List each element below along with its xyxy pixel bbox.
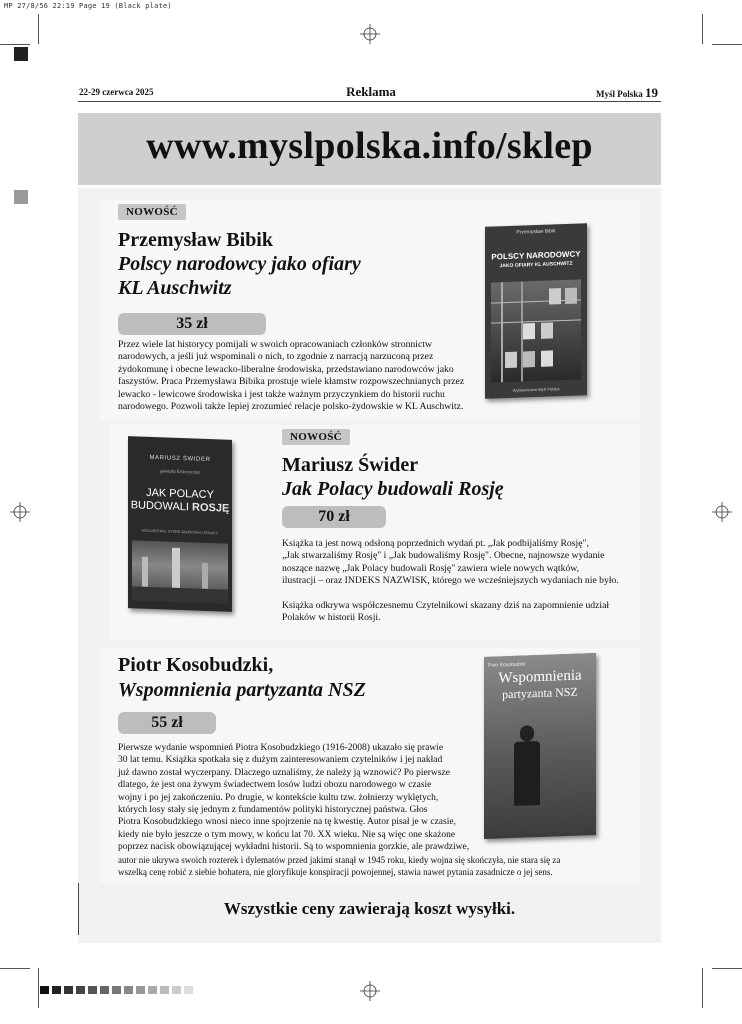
description-line: ilustracji – oraz INDEKS NAZWISK, którego we wcześniejszych wydaniach nie było. bbox=[282, 575, 619, 587]
cover-author: MARIUSZ ŚWIDER bbox=[149, 454, 211, 464]
calibration-swatch bbox=[52, 986, 61, 994]
book-author: Piotr Kosobudzki, bbox=[118, 654, 274, 676]
description-line: których losy stały się jednym z fundamentów polityki historycznej państwa. Głos bbox=[118, 805, 428, 816]
calibration-swatch bbox=[64, 986, 73, 994]
calibration-swatch bbox=[184, 986, 193, 994]
book-price: 70 zł bbox=[282, 506, 386, 528]
cover-portrait bbox=[512, 725, 542, 826]
trim-line-bottom-right-v bbox=[702, 968, 703, 1008]
book-description bbox=[282, 538, 642, 624]
calibration-swatch bbox=[160, 986, 169, 994]
description-line: autor nie ukrywa swoich rozterek i dylematów przed jakimi stanął w 1945 roku, kiedy wojna się skończyła, nie stara się za bbox=[118, 854, 561, 865]
new-badge: NOWOŚĆ bbox=[282, 429, 350, 445]
cover-title-line-2: partyzanta NSZ bbox=[502, 684, 578, 702]
description-line: Piotra Kosobudzkiego wnosi nieco inne spojrzenie na tę kwestię. Autor pisał je w czasie, bbox=[118, 817, 456, 828]
publication-name bbox=[596, 85, 658, 101]
description-line: Książka ta jest nową odsłoną poprzednich wydań pt. „Jak podbijaliśmy Rosję", bbox=[282, 538, 589, 549]
book-cover-kosobudzki[interactable] bbox=[484, 653, 596, 839]
description-line: Pierwsze wydanie wspomnień Piotra Kosobudzkiego (1916-2008) ukazało się prawie bbox=[118, 743, 444, 753]
book-cover-swider[interactable] bbox=[128, 436, 232, 612]
cover-title-line-2 bbox=[128, 499, 232, 515]
calibration-swatch bbox=[136, 986, 145, 994]
calibration-swatch bbox=[124, 986, 133, 994]
description-line: wszelką cenę robić z siebie bohatera, nie gloryfikuje konspiracji powojennej, stawia nawet pytania zasadnicze o jej sens. bbox=[118, 867, 553, 878]
cover-tagline: MOCARSTWO, KTÓRE ZBUDOWALI POLACY bbox=[141, 528, 219, 536]
issue-date: 22-29 czerwca 2025 bbox=[79, 87, 154, 97]
calibration-swatch bbox=[148, 986, 157, 994]
shop-url[interactable]: www.myslpolska.info/sklep bbox=[146, 125, 593, 167]
trim-line-top-left-h bbox=[0, 44, 30, 45]
cover-subtitle: gawęda historyczna bbox=[160, 469, 200, 476]
description-line: dlatego, że jest ona żywym świadectwem losów ludzi obozu narodowego w czasie bbox=[118, 780, 432, 791]
trim-line-bottom-left-v bbox=[38, 968, 39, 1008]
registration-mark-left bbox=[10, 502, 30, 522]
description-line: żydokomunę i obecne lewacko-liberalne środowiska, przedstawiano narodowców jako bbox=[118, 363, 454, 375]
book-title: Jak Polacy budowali Rosję bbox=[282, 478, 504, 500]
trim-line-bottom-left-h bbox=[0, 968, 30, 969]
crop-mark-top-left bbox=[14, 47, 28, 61]
description-line: narodowego. Pozwoli także lepiej zrozumieć relacje polsko-żydowskie w KL Auschwitz. bbox=[118, 401, 464, 413]
trim-line-top-right-h bbox=[712, 44, 742, 45]
book-description bbox=[118, 339, 518, 413]
cover-photo-fence bbox=[491, 279, 581, 382]
cover-title-accent: ROSJĘ bbox=[192, 501, 230, 515]
calibration-swatch bbox=[100, 986, 109, 994]
description-line: Przez wiele lat historycy pomijali w swoich opracowaniach członków stronnictw bbox=[118, 339, 432, 350]
page-number: 19 bbox=[645, 85, 658, 100]
cover-author: Przemysław Bibik bbox=[516, 228, 556, 236]
calibration-swatch bbox=[172, 986, 181, 994]
cover-title-word: BUDOWALI bbox=[130, 499, 193, 514]
description-line: „Jak stwarzaliśmy Rosję" i „Jak budowaliśmy Rosję". Obecne, najnowsze wydanie bbox=[282, 550, 605, 562]
description-line: poprzez nacisk obowiązującej wykładni historii. Są to wspomnienia gorzkie, ale prawdziwe, bbox=[118, 842, 470, 853]
description-line: wojny i po jej zakończeniu. Po drugie, w kontekście kultu tzw. żołnierzy wyklętych, bbox=[118, 792, 439, 803]
book-price: 55 zł bbox=[118, 712, 216, 734]
cover-title-line-1: POLSCY NARODOWCY bbox=[491, 249, 581, 262]
book-author: Przemysław Bibik bbox=[118, 229, 273, 251]
printer-slug: MP 27/8/56 22:19 Page 19 (Black plate) bbox=[4, 2, 172, 10]
crop-mark-left-gray bbox=[14, 190, 28, 204]
shipping-note: Wszystkie ceny zawierają koszt wysyłki. bbox=[223, 899, 516, 918]
description-line: 30 lat temu. Książka spotkała się z dużym zainteresowaniem czytelników i jej nakład bbox=[118, 755, 443, 766]
calibration-swatch bbox=[40, 986, 49, 994]
description-line: narodowych, a jeśli już wspominali o nich, to zgodnie z narracją narzuconą przez bbox=[118, 351, 434, 363]
book-title-line-1: Polscy narodowcy jako ofiary bbox=[118, 253, 361, 275]
description-line: lewacko - lewicowe środowiska i jest także ważnym przyczynkiem do historii ruchu bbox=[118, 388, 445, 400]
book-title-line-2: KL Auschwitz bbox=[118, 277, 232, 299]
cover-title-line-1: Wspomnienia bbox=[498, 667, 582, 687]
trim-line-bottom-right-h bbox=[712, 968, 742, 969]
description-line: noszące nazwę „Jak Polacy budowali Rosję" zawiera wiele nowych wątków, bbox=[282, 562, 580, 574]
registration-mark-right bbox=[712, 502, 732, 522]
registration-mark-top bbox=[360, 24, 380, 44]
trim-line-top-left-v bbox=[38, 14, 39, 44]
calibration-swatch bbox=[112, 986, 121, 994]
description-line: faszystów. Praca Przemysława Bibika prostuje wiele kłamstw rozpowszechnianych przez bbox=[118, 376, 465, 388]
description-line: Książka odkrywa współczesnemu Czytelnikowi skazany dziś na zapomnienie udział bbox=[282, 599, 610, 611]
cover-photo-kremlin bbox=[132, 540, 228, 603]
trim-line-top-right-v bbox=[702, 14, 703, 44]
cover-publisher: Wydawnictwo Myśl Polska bbox=[512, 386, 560, 393]
calibration-swatch bbox=[76, 986, 85, 994]
publication-title: Myśl Polska bbox=[595, 89, 643, 99]
cover-author: Piotr Kosobudzki bbox=[488, 661, 526, 669]
new-badge: NOWOŚĆ bbox=[118, 204, 186, 220]
description-line: już dawno został wyczerpany. Dlaczego uznaliśmy, że należy ją wznowić? Po pierwsze bbox=[118, 767, 450, 778]
calibration-swatch bbox=[88, 986, 97, 994]
section-title: Reklama bbox=[346, 84, 396, 99]
cover-title-line-2: JAKO OFIARY KL AUSCHWITZ bbox=[499, 260, 573, 270]
header-rule bbox=[78, 101, 661, 102]
book-price: 35 zł bbox=[118, 313, 266, 335]
cover-title-line-1: JAK POLACY bbox=[146, 486, 214, 502]
registration-mark-bottom bbox=[360, 981, 380, 1001]
book-cover-bibik[interactable] bbox=[485, 223, 587, 399]
description-line: kiedy nie było jeszcze o tym mowy, w końcu lat 70. XX wieku. Nie są więc one skażone bbox=[118, 829, 456, 840]
book-author: Mariusz Świder bbox=[282, 454, 419, 476]
book-title: Wspomnienia partyzanta NSZ bbox=[118, 679, 366, 701]
description-line: Polaków w historii Rosji. bbox=[282, 612, 381, 624]
